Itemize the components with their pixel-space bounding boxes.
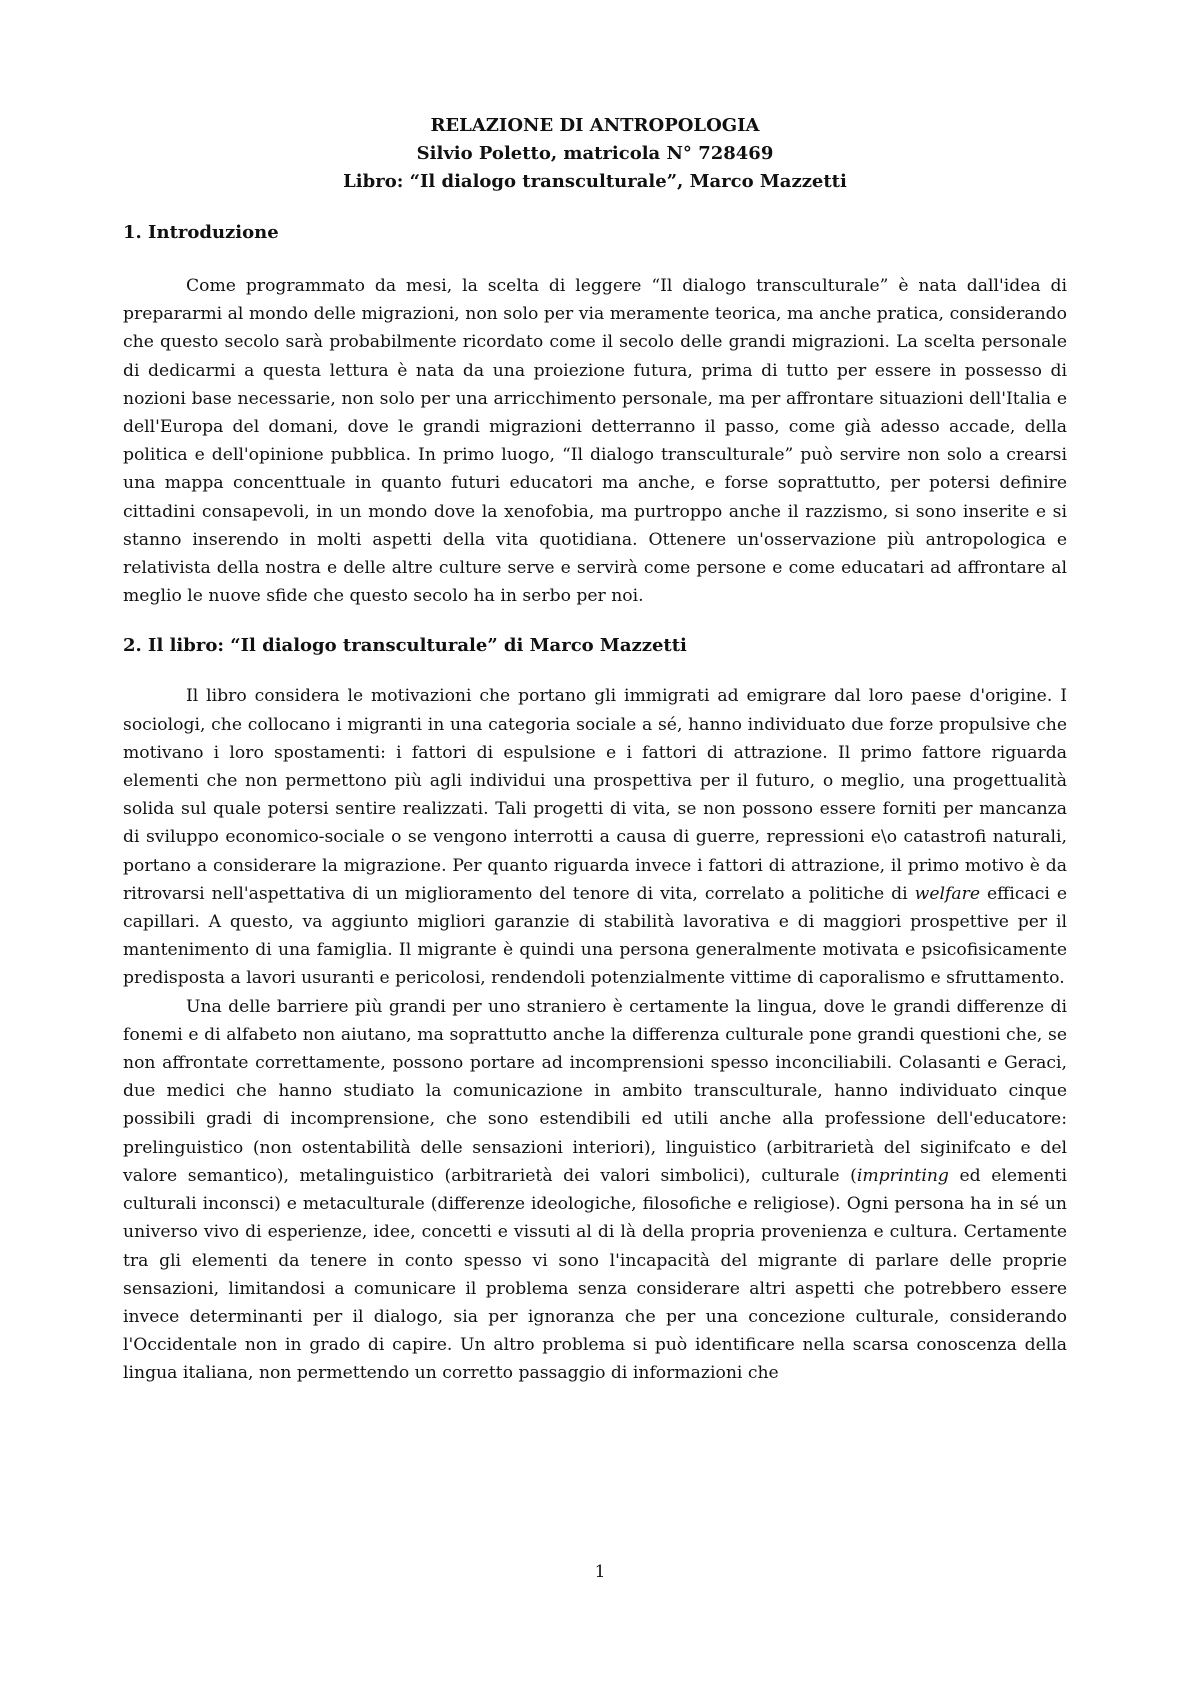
section-heading-introduzione: 1. Introduzione [123,222,279,243]
text-run: Il libro considera le motivazioni che portano gli immigrati ad emigrare dal loro paese d'origine. I sociologi, che collocano i migranti in una categoria sociale a sé, hanno individuato due forze propulsive che motivano i loro spostamenti: i fattori di espulsione e i fattori di attrazione. Il primo fattore riguarda elementi che non permettono più agli individui una prospettiva per il futuro, o meglio, una progettualità solida sul quale potersi sentire realizzati. Tali progetti di vita, se non possono essere forniti per mancanza di sviluppo economico-sociale o se vengono interrotti a causa di guerre, repressioni e\o catastrofi naturali, portano a considerare la migrazione. Per quanto riguarda invece i fattori di attrazione, il primo motivo è da ritrovarsi nell'aspettativa di un miglioramento del tenore di vita, correlato a politiche di [123,686,1067,904]
author-line: Silvio Poletto, matricola N° 728469 [416,143,774,164]
page-content [123,112,1067,1388]
text-run: Una delle barriere più grandi per uno straniero è certamente la lingua, dove le grandi differenze di fonemi e di alfabeto non aiutano, ma soprattutto anche la differenza culturale pone grandi questioni che, se non affrontate correttamente, possono portare ad incomprensioni spesso inconciliabili. Colasanti e Geraci, due medici che hanno studiato la comunicazione in ambito transculturale, hanno individuato cinque possibili gradi di incomprensione, che sono estendibili ed utili anche alla professione dell'educatore: prelinguistico (non ostentabilità delle sensazioni interiori), linguistico (arbitrarietà del siginifcato e del valore semantico), metalinguistico (arbitrarietà dei valori simbolici), culturale ( [123,996,1067,1186]
paragraph-barriere [123,993,1067,1388]
section-heading-libro: 2. Il libro: “Il dialogo transculturale” di Marco Mazzetti [123,635,687,657]
document-title: RELAZIONE DI ANTROPOLOGIA [430,115,760,136]
document-header [123,112,1067,196]
book-line: Libro: “Il dialogo transculturale”, Marco Mazzetti [343,171,847,192]
paragraph-intro [123,272,1067,610]
paragraph-motivazioni [123,682,1067,992]
text-run: Come programmato da mesi, la scelta di leggere “Il dialogo transculturale” è nata dall'idea di prepararmi al mondo delle migrazioni, non solo per via meramente teorica, ma anche pratica, considerando che questo secolo sarà probabilmente ricordato come il secolo delle grandi migrazioni. La scelta personale di dedicarmi a questa lettura è nata da una proiezione futura, prima di tutto per essere in possesso di nozioni base necessarie, non solo per una arricchimento personale, ma per affrontare situazioni dell'Italia e dell'Europa del domani, dove le grandi migrazioni detterranno il passo, come già adesso accade, della politica e dell'opinione pubblica. In primo luogo, “Il dialogo transculturale” può servire non solo a crearsi una mappa concenttuale in quanto futuri educatori ma anche, e forse soprattutto, per potersi definire cittadini consapevoli, in un mondo dove la xenofobia, ma purtroppo anche il razzismo, si sono inserite e si stanno inserendo in molti aspetti della vita quotidiana. Ottenere un'osservazione più antropologica e relativista della nostra e delle altre culture serve e servirà come persone e come educatari ad affrontare al meglio le nuove sfide che questo secolo ha in serbo per noi. [123,276,1067,607]
italic-term-welfare: welfare [914,883,981,904]
italic-term-imprinting: imprinting [856,1165,949,1186]
page-number: 1 [594,1562,606,1582]
text-run: efficaci e capillari. A questo, va aggiunto migliori garanzie di stabilità lavorativa e di maggiori prospettive per il mantenimento di una famiglia. Il migrante è quindi una persona generalmente motivata e psicofisicamente predisposta a lavori usuranti e pericolosi, rendendoli potenzialmente vittime di caporalismo e sfruttamento. [123,883,1067,989]
text-run: ed elementi culturali inconsci) e metaculturale (differenze ideologiche, filosofiche e religiose). Ogni persona ha in sé un universo vivo di esperienze, idee, concetti e vissuti al di là della propria provenienza e cultura. Certamente tra gli elementi da tenere in conto spesso vi sono l'incapacità del migrante di parlare delle proprie sensazioni, limitandosi a comunicare il problema senza considerare altri aspetti che potrebbero essere invece determinanti per il dialogo, sia per ignoranza che per una concezione culturale, considerando l'Occidentale non in grado di capire. Un altro problema si può identificare nella scarsa conoscenza della lingua italiana, non permettendo un corretto passaggio di informazioni che [123,1165,1067,1384]
